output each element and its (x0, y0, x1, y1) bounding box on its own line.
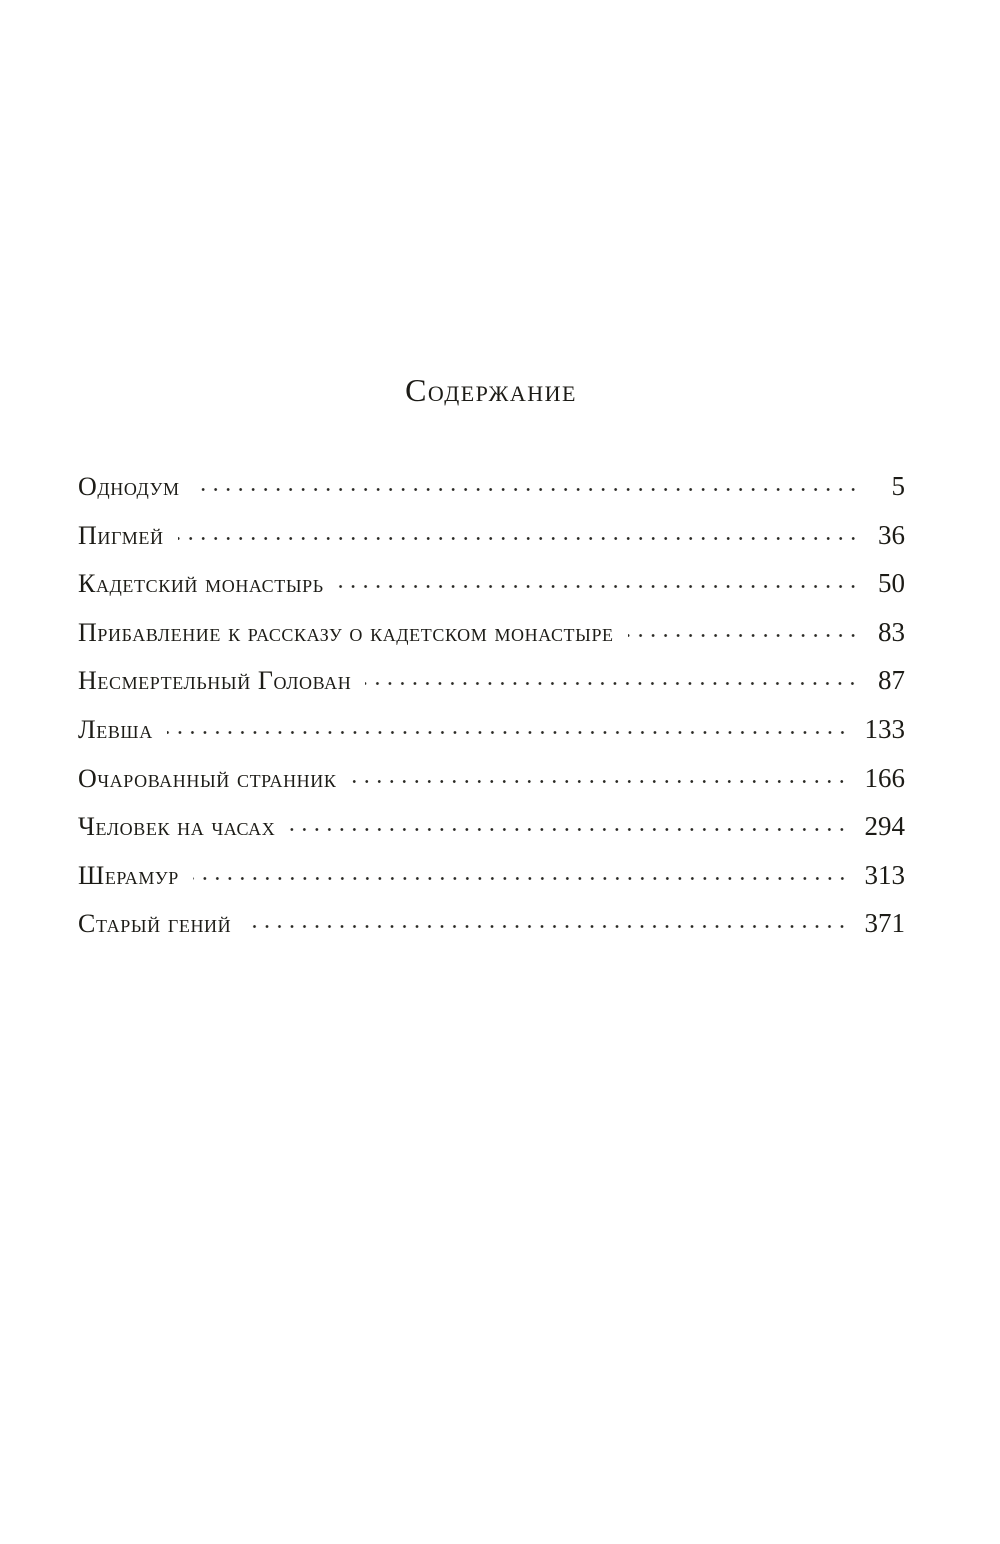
toc-entry (78, 854, 905, 903)
table-of-contents (78, 465, 905, 951)
toc-entry-title: Человек на часах (78, 812, 276, 842)
toc-entry-page: 313 (864, 859, 905, 890)
toc-entry-title: Левша (78, 714, 153, 744)
toc-entry-title: Прибавление к рассказу о кадетском монастыре (78, 617, 614, 647)
toc-entry-title: Однодум (78, 472, 180, 501)
toc-entry (78, 562, 905, 611)
page-title: Содержание (405, 372, 577, 408)
dot-leader (346, 757, 854, 787)
toc-entry (78, 805, 905, 854)
dot-leader (285, 805, 854, 835)
toc-entry-page: 166 (864, 762, 905, 793)
dot-leader (624, 611, 865, 641)
toc-entry-title: Несмертельный Голован (78, 666, 352, 696)
dot-leader (190, 465, 865, 495)
toc-entry (78, 611, 905, 660)
toc-entry-title: Шерамур (78, 860, 179, 890)
dot-leader (241, 902, 854, 932)
toc-entry-page: 83 (878, 616, 905, 647)
dot-leader (163, 708, 855, 738)
toc-entry-page: 294 (864, 811, 905, 842)
toc-entry-page: 50 (878, 568, 905, 599)
toc-entry (78, 659, 905, 708)
dot-leader (174, 514, 865, 544)
toc-entry-title: Пигмей (78, 520, 164, 550)
toc-entry (78, 465, 905, 514)
toc-entry-page: 133 (864, 713, 905, 744)
toc-entry-page: 5 (891, 471, 905, 501)
toc-entry-title: Очарованный странник (78, 763, 337, 793)
toc-entry (78, 902, 905, 951)
toc-entry (78, 514, 905, 563)
dot-leader (334, 562, 865, 592)
toc-entry (78, 708, 905, 757)
toc-entry-page: 87 (878, 665, 905, 696)
toc-entry-page: 371 (864, 908, 905, 939)
toc-entry (78, 757, 905, 806)
dot-leader (189, 854, 855, 884)
toc-entry-title: Кадетский монастырь (78, 569, 324, 599)
dot-leader (361, 659, 865, 689)
toc-entry-page: 36 (878, 519, 905, 550)
toc-entry-title: Старый гений (78, 909, 232, 939)
